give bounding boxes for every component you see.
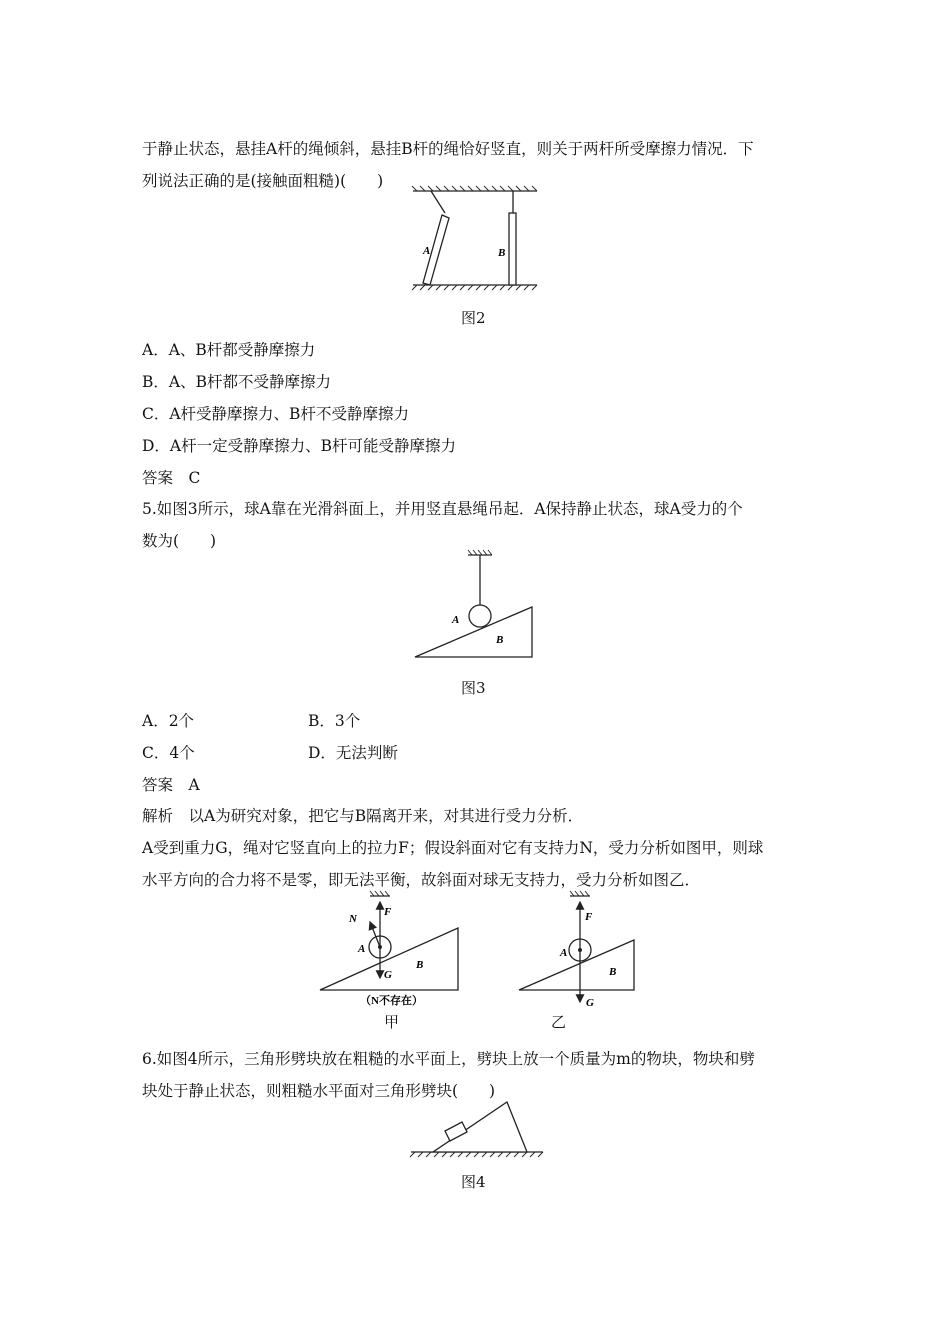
q4-option-c: C．A杆受静摩擦力、B杆不受静摩擦力 xyxy=(142,405,409,423)
figure-3-ball-on-incline xyxy=(410,545,540,665)
q5-option-a: A．2个 xyxy=(142,712,195,730)
block-b-label: B xyxy=(609,966,617,978)
force-g-label: G xyxy=(384,969,392,981)
block-b-label: B xyxy=(416,959,424,971)
figure-2-caption: 图2 xyxy=(461,309,486,327)
q4-option-d: D．A杆一定受静摩擦力、B杆可能受静摩擦力 xyxy=(142,437,457,455)
q5-answer: 答案 A xyxy=(142,776,200,794)
q5-text-line2: 数为( ) xyxy=(142,532,217,550)
q6-text-line2: 块处于静止状态，则粗糙水平面对三角形劈块( ) xyxy=(142,1082,496,1100)
force-n-label: N xyxy=(349,913,357,925)
n-not-exist-note: （N不存在） xyxy=(360,995,423,1007)
force-f-label: F xyxy=(384,906,392,918)
force-g-label: G xyxy=(586,997,594,1008)
q4-answer: 答案 C xyxy=(142,469,201,487)
q4-option-b: B．A、B杆都不受静摩擦力 xyxy=(142,373,331,391)
figure-4-wedge-block xyxy=(405,1097,550,1162)
q5-text-line1: 5.如图3所示，球A靠在光滑斜面上，并用竖直悬绳吊起．A保持静止状态，球A受力的个 xyxy=(142,500,743,518)
q4-text-line1: 于静止状态，悬挂A杆的绳倾斜，悬挂B杆的绳恰好竖直，则关于两杆所受摩擦力情况．下 xyxy=(142,140,754,158)
figure-2-rods xyxy=(405,185,545,295)
ball-a-label: A xyxy=(560,947,568,959)
rod-a-label: A xyxy=(423,245,431,257)
figure-yi-caption: 乙 xyxy=(551,1013,567,1031)
figure-jia-force-diagram xyxy=(312,890,467,1008)
q6-text-line1: 6.如图4所示，三角形劈块放在粗糙的水平面上，劈块上放一个质量为m的物块，物块和劈 xyxy=(142,1050,755,1068)
q5-analysis-line3: 水平方向的合力将不是零，即无法平衡，故斜面对球无支持力，受力分析如图乙． xyxy=(142,871,701,889)
force-f-label: F xyxy=(585,911,593,923)
q4-text-line2: 列说法正确的是(接触面粗糙)( ) xyxy=(142,172,384,190)
figure-jia-caption: 甲 xyxy=(384,1013,400,1031)
ball-a-label: A xyxy=(452,614,460,626)
q5-option-c: C．4个 xyxy=(142,744,195,762)
block-b-label: B xyxy=(496,634,504,646)
figure-yi-force-diagram xyxy=(512,890,642,1008)
q5-option-d: D．无法判断 xyxy=(308,744,398,762)
figure-3-caption: 图3 xyxy=(461,679,486,697)
q5-analysis-line2: A受到重力G，绳对它竖直向上的拉力F；假设斜面对它有支持力N，受力分析如图甲，则球 xyxy=(142,839,764,857)
rod-b-label: B xyxy=(498,247,506,259)
figure-4-caption: 图4 xyxy=(461,1173,486,1191)
ball-a-label: A xyxy=(358,943,366,955)
q5-option-b: B．3个 xyxy=(308,712,361,730)
q4-option-a: A．A、B杆都受静摩擦力 xyxy=(142,341,316,359)
q5-analysis-line1: 解析 以A为研究对象，把它与B隔离开来，对其进行受力分析． xyxy=(142,807,584,825)
